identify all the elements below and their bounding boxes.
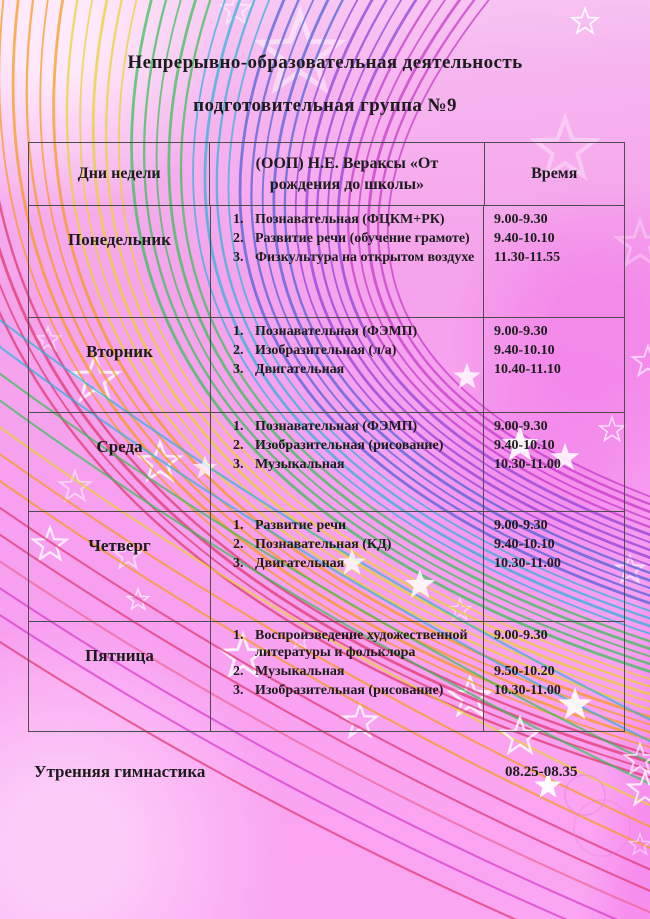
activity-number: 2. <box>233 664 244 679</box>
activities-times-grid <box>211 318 624 378</box>
row-activities-area <box>211 206 624 317</box>
activities-times-grid <box>211 413 624 473</box>
day-cell: Четверг <box>29 512 211 621</box>
day-cell: Понедельник <box>29 206 211 317</box>
activity-item <box>211 437 484 454</box>
day-cell: Среда <box>29 413 211 511</box>
activity-item <box>211 230 484 247</box>
activity-number: 1. <box>233 419 244 434</box>
table-row <box>29 413 624 512</box>
column-divider <box>483 413 484 511</box>
table-row <box>29 318 624 413</box>
row-activities-area <box>211 512 624 621</box>
column-divider <box>483 512 484 621</box>
row-activities-area <box>211 622 624 731</box>
activity-number: 3. <box>233 556 244 571</box>
activity-time: 11.30-11.55 <box>494 250 561 265</box>
activity-label: Познавательная (КД) <box>255 537 392 552</box>
activity-number: 2. <box>233 343 244 358</box>
activity-number: 1. <box>233 628 244 643</box>
table-row <box>29 512 624 622</box>
column-divider <box>483 318 484 412</box>
activity-time: 9.40-10.10 <box>494 231 555 246</box>
activity-number: 3. <box>233 362 244 377</box>
activity-item <box>211 249 484 266</box>
activity-label: Познавательная (ФЭМП) <box>255 324 418 339</box>
activity-number: 2. <box>233 231 244 246</box>
activity-time: 9.00-9.30 <box>494 628 548 643</box>
activity-item <box>211 342 484 359</box>
morning-gymnastics-time: 08.25-08.35 <box>505 764 578 780</box>
activity-time: 9.40-10.10 <box>494 343 555 358</box>
table-row <box>29 206 624 318</box>
activity-label: Воспроизведение художественной литературы и фольклора <box>255 628 468 660</box>
activity-label: Двигательная <box>255 556 345 571</box>
activity-number: 1. <box>233 212 244 227</box>
activity-item <box>211 211 484 228</box>
activity-time: 10.30-11.00 <box>494 457 561 472</box>
activity-item <box>211 418 484 435</box>
activity-label: Познавательная (ФЭМП) <box>255 419 418 434</box>
activity-number: 3. <box>233 683 244 698</box>
title-line-1: Непрерывно-образовательная деятельность <box>127 52 523 73</box>
table-row <box>29 622 624 731</box>
activity-label: Музыкальная <box>255 457 345 472</box>
activity-label: Изобразительная (рисование) <box>255 683 444 698</box>
activity-label: Физкультура на открытом воздухе <box>255 250 475 265</box>
activity-number: 3. <box>233 250 244 265</box>
activity-item <box>211 361 484 378</box>
activities-times-grid <box>211 206 624 266</box>
activity-label: Изобразительная (рисование) <box>255 438 444 453</box>
activity-item <box>211 682 484 699</box>
activity-number: 1. <box>233 324 244 339</box>
row-activities-area <box>211 318 624 412</box>
activity-label: Развитие речи <box>255 518 347 533</box>
header-days-cell: Дни недели <box>29 143 210 205</box>
activities-times-grid <box>211 622 624 699</box>
header-program-cell: (ООП) Н.Е. Вераксы «От рождения до школы» <box>210 143 484 205</box>
activity-time: 9.00-9.30 <box>494 212 548 227</box>
activity-time: 10.30-11.00 <box>494 683 561 698</box>
day-cell: Вторник <box>29 318 211 412</box>
column-divider <box>483 622 484 731</box>
activity-number: 2. <box>233 537 244 552</box>
activity-item <box>211 536 484 553</box>
activity-label: Изобразительная (л/а) <box>255 343 397 358</box>
table-header-row <box>29 143 624 206</box>
column-divider <box>483 206 484 317</box>
activity-number: 2. <box>233 438 244 453</box>
activity-time: 10.40-11.10 <box>494 362 561 377</box>
activity-number: 3. <box>233 457 244 472</box>
day-cell: Пятница <box>29 622 211 731</box>
activity-time: 10.30-11.00 <box>494 556 561 571</box>
activity-item <box>211 517 484 534</box>
activity-time: 9.50-10.20 <box>494 664 555 679</box>
activity-time: 9.00-9.30 <box>494 324 548 339</box>
activity-label: Двигательная <box>255 362 345 377</box>
activity-label: Развитие речи (обучение грамоте) <box>255 231 470 246</box>
activity-item <box>211 555 484 572</box>
activity-item <box>211 627 484 661</box>
activity-time: 9.00-9.30 <box>494 419 548 434</box>
activity-number: 1. <box>233 518 244 533</box>
activity-label: Музыкальная <box>255 664 345 679</box>
document-title <box>0 52 650 117</box>
activity-item <box>211 456 484 473</box>
activity-time: 9.40-10.10 <box>494 438 555 453</box>
header-time-cell: Время <box>531 165 578 182</box>
title-line-2: подготовительная группа №9 <box>193 95 457 116</box>
activities-times-grid <box>211 512 624 572</box>
activity-time: 9.00-9.30 <box>494 518 548 533</box>
schedule-table <box>28 142 625 732</box>
activity-time: 9.40-10.10 <box>494 537 555 552</box>
activity-item <box>211 663 484 680</box>
activity-label: Познавательная (ФЦКМ+РК) <box>255 212 445 227</box>
activity-item <box>211 323 484 340</box>
morning-gymnastics-row <box>28 762 625 786</box>
row-activities-area <box>211 413 624 511</box>
morning-gymnastics-label: Утренняя гимнастика <box>34 762 206 781</box>
